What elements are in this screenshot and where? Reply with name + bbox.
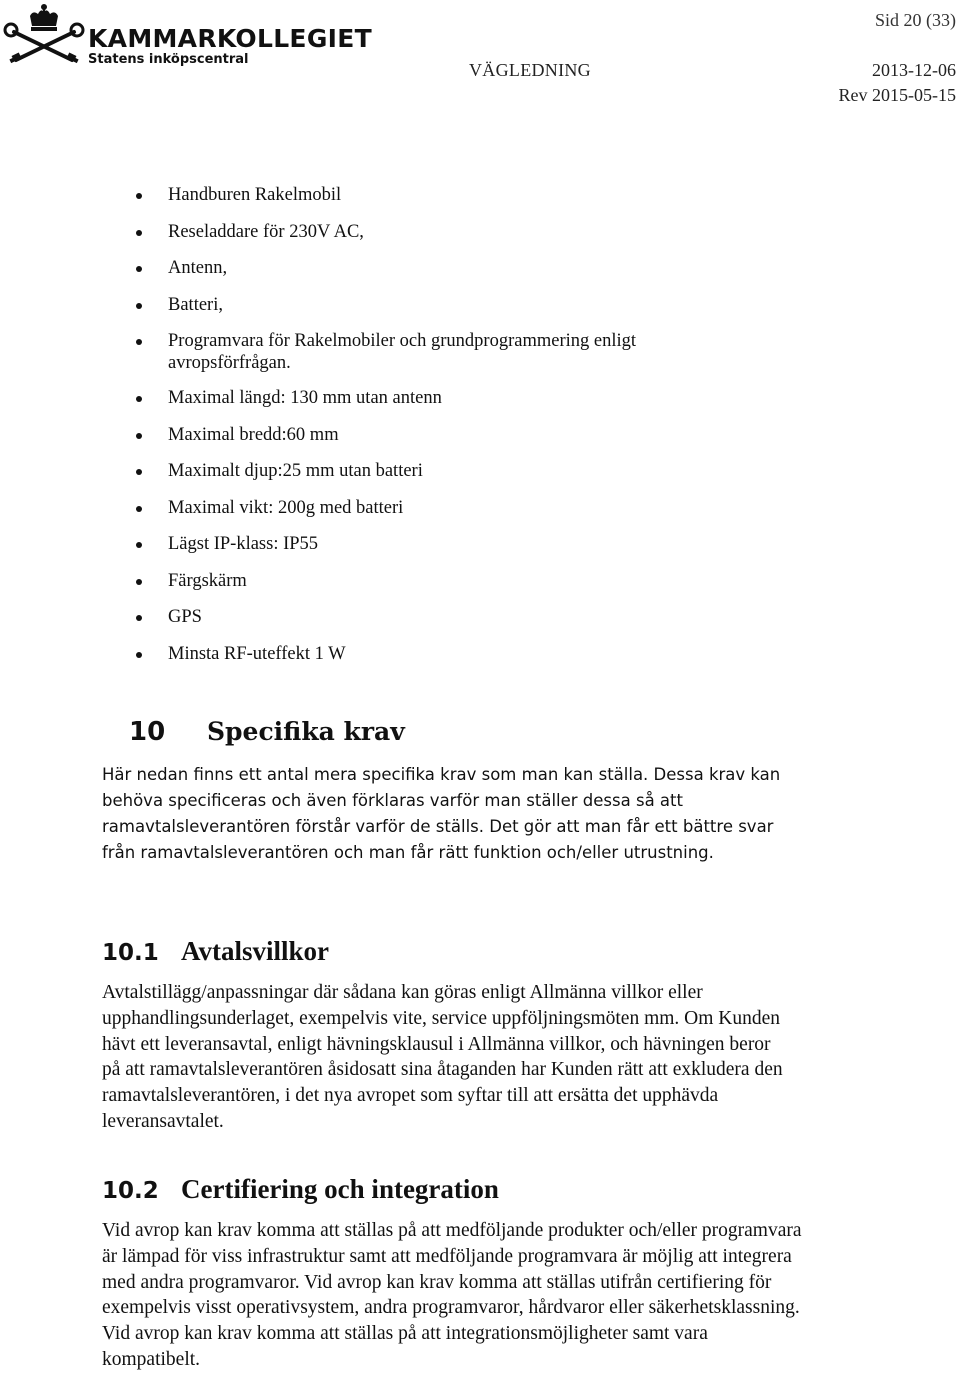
list-item-text: Maximal bredd:60 mm: [168, 424, 339, 445]
bullet-icon: [136, 579, 142, 585]
bullet-icon: [136, 542, 142, 548]
list-item-text: Handburen Rakelmobil: [168, 185, 342, 205]
list-item: [0, 570, 728, 592]
document-revision: Rev 2015-05-15: [838, 85, 956, 105]
list-item: [0, 387, 728, 409]
bullet-icon: [136, 266, 142, 272]
section-10-1-body: Avtalstillägg/anpassningar där sådana kan göras enligt Allmänna villkor eller upphandlingsunderlaget, exempelvis vite, service uppföljningsmöten mm. Om Kunden hävt ett leveransavtal, enligt hävningsklausul i Allmänna villkor, och hävningen beror på att ramavtalsleverantören åsidosatt sina åtaganden har Kunden rätt att exkludera den ramavtalsleverantören, i det nya avropet som syftar till att ersätta det upphävda leveransavtalet.: [102, 982, 783, 1132]
bullet-icon: [136, 652, 142, 658]
list-item-text: Batteri,: [168, 294, 223, 315]
section-10-body: Här nedan finns ett antal mera specifika krav som man kan ställa. Dessa krav kan behöva specificeras och även förklaras varför man ställer dessa så att ramavtalsleverantören förstår varför de ställs. Det gör att man får ett bättre svar från ramavtalsleverantören och man får rätt funktion och/eller utrustning.: [102, 765, 781, 862]
list-item-text: GPS: [168, 607, 202, 627]
crown-crossed-keys-icon: [2, 2, 86, 66]
bullet-icon: [136, 230, 142, 236]
section-title: Specifika krav: [207, 717, 405, 746]
section-title: Certifiering och integration: [181, 1174, 499, 1204]
list-item: [0, 643, 728, 665]
list-item: [0, 257, 728, 279]
bullet-icon: [136, 339, 142, 345]
document-type: VÄGLEDNING: [469, 60, 591, 80]
document-date: 2013-12-06: [872, 60, 956, 80]
section-heading-10-1: [102, 936, 329, 967]
equipment-requirements-list: [0, 184, 960, 679]
list-item: [0, 294, 728, 316]
list-item: [0, 497, 728, 519]
bullet-icon: [136, 303, 142, 309]
bullet-icon: [136, 193, 142, 199]
section-number: 10.2: [102, 1178, 159, 1204]
list-item: [0, 184, 728, 206]
section-title: Avtalsvillkor: [181, 936, 329, 966]
bullet-icon: [136, 433, 142, 439]
organization-division: Statens inköpscentral: [88, 52, 249, 67]
section-heading-10: [129, 714, 405, 748]
organization-name: KAMMARKOLLEGIET: [88, 24, 372, 53]
bullet-icon: [136, 469, 142, 475]
bullet-icon: [136, 396, 142, 402]
list-item-text: Maximalt djup:25 mm utan batteri: [168, 461, 423, 481]
bullet-icon: [136, 506, 142, 512]
list-item-text: Reseladdare för 230V AC,: [168, 221, 364, 242]
list-item: [0, 221, 728, 243]
list-item: [0, 533, 728, 555]
list-item: [0, 424, 728, 446]
list-item-text: Lägst IP-klass: IP55: [168, 534, 319, 554]
section-number: 10.1: [102, 940, 159, 966]
list-item: [0, 460, 728, 482]
list-item-text: Antenn,: [168, 258, 228, 278]
list-item: [0, 330, 728, 374]
page-number: Sid 20 (33): [875, 10, 956, 30]
list-item-text: Programvara för Rakelmobiler och grundprogrammering enligt avropsförfrågan.: [168, 331, 637, 373]
section-heading-10-2: [102, 1174, 499, 1205]
list-item-text: Minsta RF-uteffekt 1 W: [168, 643, 346, 664]
list-item-text: Maximal vikt: 200g med batteri: [168, 497, 404, 518]
section-10-2-body: Vid avrop kan krav komma att ställas på att medföljande produkter och/eller programvara är lämpad för viss infrastruktur samt att medföljande programvara är möjlig att integrera med andra programvaror. Vid avrop kan krav komma att ställas utifrån certifiering för exempelvis visst operativsystem, andra programvaror, hårdvaror eller säkerhetsklassning. Vid avrop kan krav komma att ställas på att integrationsmöjligheter samt vara kompatibelt.: [102, 1220, 802, 1370]
bullet-icon: [136, 615, 142, 621]
kammarkollegiet-logo: [2, 2, 372, 68]
list-item-text: Maximal längd: 130 mm utan antenn: [168, 388, 442, 408]
section-number: 10: [129, 717, 166, 747]
list-item: [0, 606, 728, 628]
list-item-text: Färgskärm: [168, 570, 247, 591]
